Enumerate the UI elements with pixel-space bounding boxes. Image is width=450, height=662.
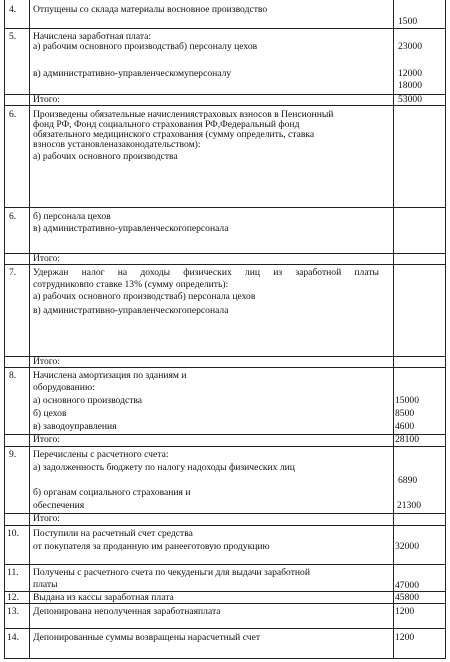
row-divider <box>4 367 446 368</box>
row-description: в) административно-управленческогоперсонала <box>33 223 229 234</box>
row-description: в) заводоуправления <box>33 421 117 432</box>
row-description: фонд РФ, Фонд социального страхования РФ,Федеральный фонд <box>33 119 300 130</box>
row-description: Начислена амортизация по зданиям и <box>33 370 187 381</box>
row-divider <box>4 253 446 254</box>
row-amount: 32000 <box>395 541 419 552</box>
row-description: в) административно-управленческомуперсоналу <box>33 68 232 79</box>
row-divider <box>4 564 446 565</box>
row-divider <box>4 434 446 435</box>
row-total-label: Итого: <box>33 356 60 367</box>
row-description: Поступили на расчетный счет средства <box>33 528 193 539</box>
row-description: Отпущены со склада материалы восновное производство <box>33 4 268 15</box>
row-divider <box>4 105 446 106</box>
row-description: б) органам социального страхования и <box>33 487 191 498</box>
table-border-left <box>4 0 5 659</box>
row-total-label: Итого: <box>33 94 60 105</box>
column-divider-number <box>29 0 30 659</box>
row-description: Удержан налог на доходы физических лиц из заработной платы <box>33 267 379 278</box>
row-description: платы <box>33 579 58 590</box>
row-amount: 1500 <box>398 16 418 27</box>
row-amount: 47000 <box>395 580 419 591</box>
row-number: 6. <box>9 211 17 222</box>
row-amount: 15000 <box>395 395 419 406</box>
row-amount: 21300 <box>397 500 421 511</box>
row-number: 7. <box>9 267 17 278</box>
row-amount: 4600 <box>395 421 415 432</box>
row-description: б) персонала цехов <box>33 211 111 222</box>
row-description: Перечислены с расчетного счета: <box>33 449 169 460</box>
row-amount: 23000 <box>398 41 422 52</box>
row-amount: 6890 <box>398 475 418 486</box>
row-description: а) рабочих основного производства <box>33 151 178 162</box>
row-amount: 18000 <box>398 80 422 91</box>
row-divider <box>4 356 446 357</box>
row-description: оборудованию: <box>33 382 95 393</box>
row-number: 9. <box>9 449 17 460</box>
row-description: а) основного производства <box>33 395 143 406</box>
row-description: Начислена заработная плата: <box>33 31 152 42</box>
row-description: обеспечения <box>33 500 85 511</box>
row-description: Депонированные суммы возвращены нарасчетный счет <box>33 632 261 643</box>
row-description: Произведены обязательные начисленияcтраховых взносов в Пенсионный <box>33 109 334 120</box>
table-border-bottom <box>4 658 446 659</box>
row-total-label: Итого: <box>33 253 60 264</box>
row-description: а) задолженность бюджету по налогу надоходы физических лиц <box>33 462 295 473</box>
row-description: а) рабочих основного производстваб) персонала цехов <box>33 291 256 302</box>
row-description: в) административно-управленческогоперсонала <box>33 305 229 316</box>
row-description: Выдана из кассы заработная плата <box>33 592 174 603</box>
row-amount: 8500 <box>395 408 415 419</box>
row-description: от покупателя за проданную им ранееготовую продукцию <box>33 541 270 552</box>
row-amount: 1200 <box>395 632 415 643</box>
row-number: 12. <box>7 592 19 603</box>
row-description: Депонирована неполученная заработнаяплата <box>33 606 221 617</box>
row-description: сотрудниковпо ставке 13% (сумму определить): <box>33 279 229 290</box>
row-number: 13. <box>7 606 19 617</box>
row-description: б) цехов <box>33 408 67 419</box>
row-divider <box>4 603 446 604</box>
column-divider-amount <box>393 0 394 659</box>
row-number: 6. <box>9 109 17 120</box>
row-description: а) рабочим основного производстваб) персоналу цехов <box>33 41 258 52</box>
row-number: 8. <box>9 370 17 381</box>
row-description: обязательного медицинского страхования (сумму определить, ставка <box>33 129 315 140</box>
row-divider <box>4 513 446 514</box>
row-number: 14. <box>7 632 19 643</box>
row-divider <box>4 446 446 447</box>
row-divider <box>4 628 446 629</box>
row-number: 5. <box>9 31 17 42</box>
row-total-amount: 28100 <box>395 434 419 445</box>
table-border-right <box>445 0 446 659</box>
row-divider <box>4 28 446 29</box>
row-total-label: Итого: <box>33 513 60 524</box>
row-number: 11. <box>7 567 19 578</box>
row-description: Получены с расчетного счета по чекуденьги для выдачи заработной <box>33 567 310 578</box>
row-divider <box>4 525 446 526</box>
row-description: взносов установленазаконодательством): <box>33 139 201 150</box>
row-amount: 45800 <box>395 592 419 603</box>
row-number: 4. <box>9 4 17 15</box>
row-divider <box>4 264 446 265</box>
row-total-label: Итого: <box>33 434 60 445</box>
row-divider <box>4 207 446 208</box>
row-amount: 1200 <box>395 606 415 617</box>
row-divider <box>4 94 446 95</box>
row-total-amount: 53000 <box>398 94 422 105</box>
row-amount: 12000 <box>398 68 422 79</box>
row-number: 10. <box>7 528 19 539</box>
